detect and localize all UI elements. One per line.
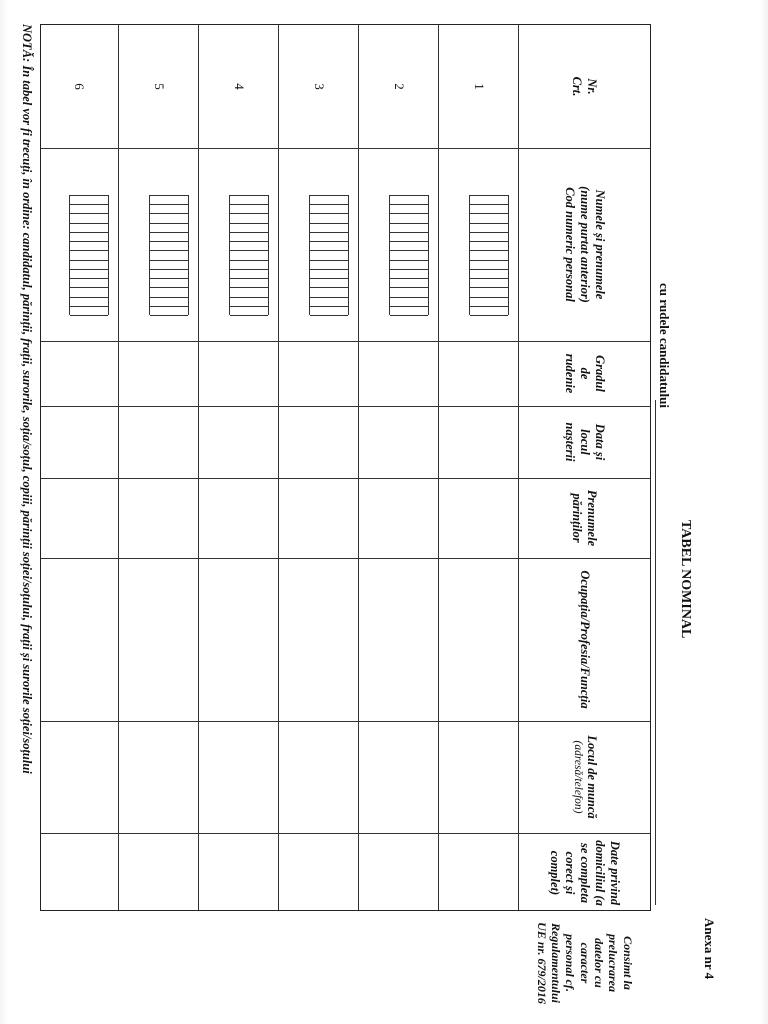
document-subtitle: cu rudele candidatului [657, 283, 672, 408]
column-header-relation-degree: Gradul de rudenie [563, 353, 607, 394]
column-header-workplace [519, 721, 650, 833]
cnp-digit-cell [230, 223, 268, 224]
row-divider [358, 25, 359, 910]
cnp-digit-cell [150, 204, 188, 205]
cnp-digit-cell [70, 260, 108, 261]
cnp-digit-cell [70, 204, 108, 205]
cnp-digit-cell [310, 306, 348, 307]
cnp-digit-cell [150, 269, 188, 270]
cnp-digit-cell [150, 241, 188, 242]
cnp-digit-cell [70, 241, 108, 242]
cnp-digit-cell [390, 241, 428, 242]
cnp-digit-cell [230, 306, 268, 307]
cnp-digit-cell [310, 287, 348, 288]
cnp-digit-cell [390, 213, 428, 214]
cnp-digit-cell [70, 269, 108, 270]
cnp-digit-cell [230, 241, 268, 242]
row-number: 4 [232, 83, 247, 90]
cnp-digit-cell [310, 297, 348, 298]
cnp-digit-cell [470, 250, 508, 251]
cnp-digit-cell [150, 223, 188, 224]
footer-note [19, 24, 34, 774]
cnp-digit-cell [310, 241, 348, 242]
cnp-digit-cell [70, 195, 108, 196]
cnp-digit-cell [150, 306, 188, 307]
column-divider [41, 341, 650, 342]
cnp-digit-boxes [309, 195, 349, 315]
cnp-digit-cell [70, 232, 108, 233]
row-divider [118, 25, 119, 910]
cnp-digit-cell [70, 315, 108, 316]
cnp-digit-cell [390, 306, 428, 307]
row-divider [438, 25, 439, 910]
column-header-domicile: Date privind domiciliul (a se completa corect și complet) [548, 840, 622, 906]
cnp-digit-cell [230, 213, 268, 214]
column-divider [41, 148, 650, 149]
cnp-digit-cell [150, 250, 188, 251]
cnp-digit-cell [390, 269, 428, 270]
column-header-occupation: Ocupația/Profesia/Funcția [578, 570, 592, 709]
cnp-digit-cell [230, 315, 268, 316]
cnp-digit-cell [230, 287, 268, 288]
cnp-digit-boxes [149, 195, 189, 315]
cnp-digit-cell [390, 278, 428, 279]
cnp-digit-cell [230, 297, 268, 298]
cnp-digit-cell [470, 232, 508, 233]
cnp-digit-cell [470, 195, 508, 196]
cnp-digit-cell [390, 250, 428, 251]
cnp-digit-cell [150, 213, 188, 214]
cnp-digit-cell [470, 204, 508, 205]
subtitle-underline [655, 400, 656, 905]
cnp-digit-cell [470, 213, 508, 214]
cnp-digit-cell [230, 204, 268, 205]
cnp-digit-cell [390, 297, 428, 298]
cnp-digit-cell [470, 297, 508, 298]
note-text: În tabel vor fi trecuți, în ordine: candidatul, părinții, frații, surorile, soția/soțul, copiii, părinții soției/soțului, frații și surorile soției/soțului [20, 65, 34, 774]
cnp-digit-cell [390, 223, 428, 224]
document-title: TABEL NOMINAL [678, 520, 693, 639]
cnp-digit-cell [310, 260, 348, 261]
cnp-digit-cell [150, 260, 188, 261]
cnp-digit-cell [150, 278, 188, 279]
row-divider [278, 25, 279, 910]
column-header-name: Numele și prenumele (nume purtat anterior) Cod numeric personal [563, 186, 607, 303]
cnp-digit-cell [150, 232, 188, 233]
relatives-table [40, 24, 651, 1004]
cnp-digit-cell [70, 213, 108, 214]
cnp-digit-cell [390, 287, 428, 288]
row-number: 6 [72, 83, 87, 90]
cnp-digit-cell [230, 250, 268, 251]
workplace-label: Locul de muncă [584, 735, 599, 819]
cnp-digit-cell [310, 213, 348, 214]
cnp-digit-cell [70, 287, 108, 288]
cnp-digit-cell [70, 250, 108, 251]
column-divider [41, 478, 650, 479]
cnp-digit-cell [310, 223, 348, 224]
row-number: 2 [392, 83, 407, 90]
column-header-consent: Consimt la prelucrarea datelor cu caracter personal cf. Regulamentului UE nr. 679/2016 [534, 922, 635, 1004]
cnp-digit-cell [310, 195, 348, 196]
cnp-digit-boxes [469, 195, 509, 315]
cnp-digit-cell [390, 315, 428, 316]
cnp-digit-cell [150, 315, 188, 316]
annex-label: Anexa nr 4 [702, 918, 717, 980]
row-number: 1 [472, 83, 487, 90]
cnp-digit-cell [390, 204, 428, 205]
cnp-digit-cell [230, 260, 268, 261]
cnp-digit-cell [230, 195, 268, 196]
column-divider [41, 721, 650, 722]
column-header-parents-names: Prenumele părinților [570, 489, 600, 547]
cnp-digit-cell [470, 269, 508, 270]
cnp-digit-cell [470, 306, 508, 307]
cnp-digit-cell [470, 241, 508, 242]
column-divider [41, 558, 650, 559]
note-prefix: NOTĂ: [20, 24, 34, 63]
cnp-digit-boxes [389, 195, 429, 315]
cnp-digit-cell [230, 269, 268, 270]
cnp-digit-cell [150, 195, 188, 196]
cnp-digit-cell [230, 278, 268, 279]
cnp-digit-cell [310, 315, 348, 316]
cnp-digit-cell [70, 297, 108, 298]
cnp-digit-cell [70, 223, 108, 224]
cnp-digit-cell [470, 260, 508, 261]
cnp-digit-cell [310, 232, 348, 233]
cnp-digit-boxes [229, 195, 269, 315]
cnp-digit-cell [310, 278, 348, 279]
column-header-nr-crt: Nr. Crt. [570, 76, 600, 97]
cnp-digit-boxes [69, 195, 109, 315]
cnp-digit-cell [150, 297, 188, 298]
cnp-digit-cell [390, 195, 428, 196]
cnp-digit-cell [470, 315, 508, 316]
cnp-digit-cell [310, 250, 348, 251]
row-divider [518, 25, 519, 910]
column-header-birth-date-place: Data și locul nașterii [563, 422, 607, 462]
row-divider [198, 25, 199, 910]
cnp-digit-cell [310, 269, 348, 270]
row-number: 3 [312, 83, 327, 90]
workplace-sublabel: (adresă/telefon) [571, 740, 584, 814]
cnp-digit-cell [150, 287, 188, 288]
row-number: 5 [152, 83, 167, 90]
cnp-digit-cell [70, 306, 108, 307]
cnp-digit-cell [470, 287, 508, 288]
cnp-digit-cell [470, 278, 508, 279]
cnp-digit-cell [470, 223, 508, 224]
cnp-digit-cell [310, 204, 348, 205]
cnp-digit-cell [230, 232, 268, 233]
column-divider [41, 833, 650, 834]
cnp-digit-cell [70, 278, 108, 279]
cnp-digit-cell [390, 260, 428, 261]
column-divider [41, 406, 650, 407]
cnp-digit-cell [390, 232, 428, 233]
